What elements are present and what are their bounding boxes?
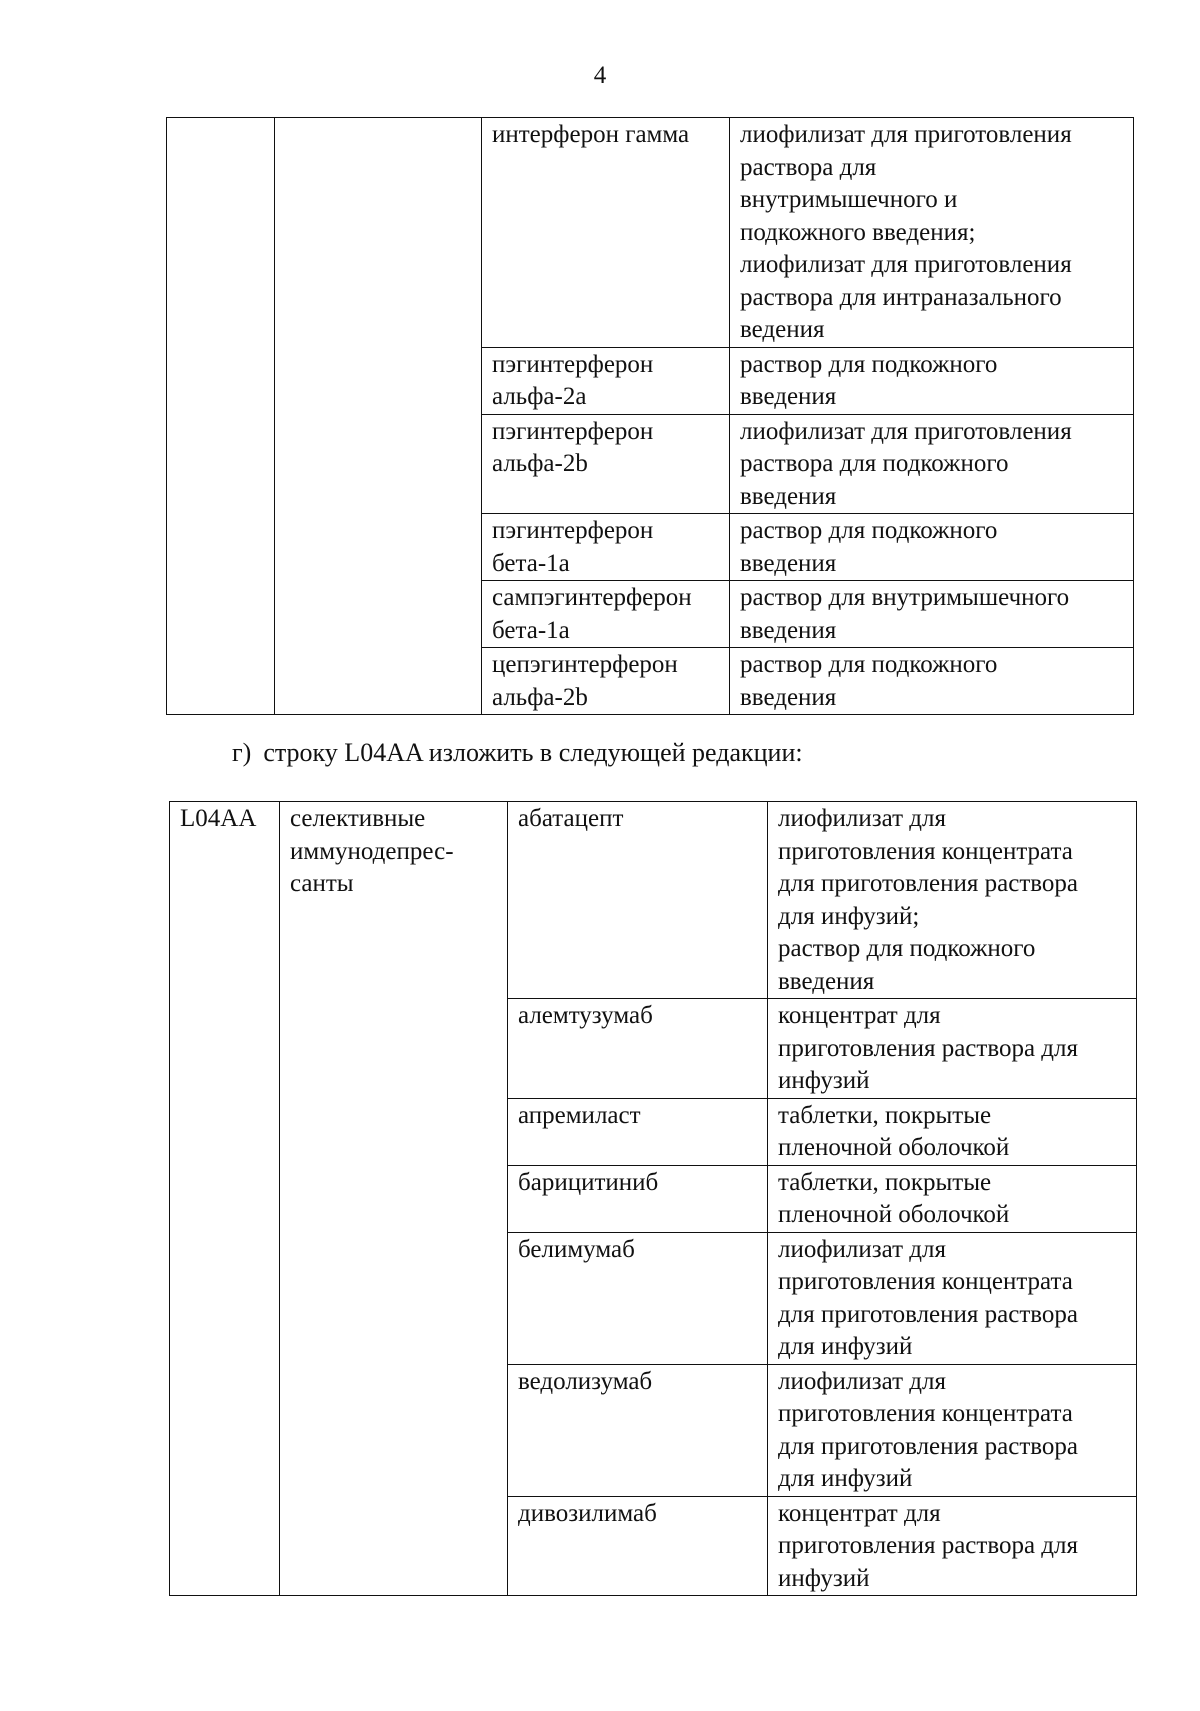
dosage-form-cell: концентрат для приготовления раствора для инфузий	[768, 999, 1137, 1099]
code-cell-empty	[167, 118, 275, 715]
pharmacological-group-cell: селективные иммунодепрес- санты	[280, 802, 508, 1596]
dosage-form-cell: лиофилизат для приготовления концентрата для приготовления раствора для инфузий	[768, 1232, 1137, 1364]
drug-name-cell: абатацепт	[508, 802, 768, 999]
instruction-letter: г)	[232, 738, 252, 767]
group-cell-empty	[275, 118, 482, 715]
drug-table-l04aa	[169, 801, 1137, 1596]
dosage-form-cell: раствор для внутримышечного введения	[730, 581, 1134, 648]
dosage-form-cell: таблетки, покрытые пленочной оболочкой	[768, 1098, 1137, 1165]
dosage-form-cell: таблетки, покрытые пленочной оболочкой	[768, 1165, 1137, 1232]
drug-name-cell: алемтузумаб	[508, 999, 768, 1099]
dosage-form-cell: раствор для подкожного введения	[730, 347, 1134, 414]
drug-name-cell: интерферон гамма	[482, 118, 730, 348]
drug-name-cell: пэгинтерферон альфа-2а	[482, 347, 730, 414]
drug-name-cell: сампэгинтерферон бета-1a	[482, 581, 730, 648]
drug-name-cell: цепэгинтерферон альфа-2b	[482, 648, 730, 715]
drug-name-cell: пэгинтерферон альфа-2b	[482, 414, 730, 514]
drug-name-cell: пэгинтерферон бета-1a	[482, 514, 730, 581]
drug-table-continued	[166, 117, 1134, 715]
drug-name-cell: белимумаб	[508, 1232, 768, 1364]
dosage-form-cell: лиофилизат для приготовления раствора для подкожного введения	[730, 414, 1134, 514]
amendment-instruction	[232, 738, 803, 768]
dosage-form-cell: лиофилизат для приготовления раствора для внутримышечного и подкожного введения; лиофилизат для приготовления раствора для интраназального ведения	[730, 118, 1134, 348]
dosage-form-cell: раствор для подкожного введения	[730, 514, 1134, 581]
drug-name-cell: дивозилимаб	[508, 1496, 768, 1596]
dosage-form-cell: раствор для подкожного введения	[730, 648, 1134, 715]
drug-name-cell: ведолизумаб	[508, 1364, 768, 1496]
dosage-form-cell: концентрат для приготовления раствора для инфузий	[768, 1496, 1137, 1596]
drug-name-cell: барицитиниб	[508, 1165, 768, 1232]
instruction-text: строку L04AA изложить в следующей редакции:	[263, 738, 803, 767]
atc-code-cell: L04AA	[170, 802, 280, 1596]
page-number: 4	[593, 62, 607, 89]
drug-name-cell: апремиласт	[508, 1098, 768, 1165]
dosage-form-cell: лиофилизат для приготовления концентрата для приготовления раствора для инфузий	[768, 1364, 1137, 1496]
dosage-form-cell: лиофилизат для приготовления концентрата для приготовления раствора для инфузий; раствор для подкожного введения	[768, 802, 1137, 999]
table-row	[167, 118, 1134, 348]
table-row	[170, 802, 1137, 999]
